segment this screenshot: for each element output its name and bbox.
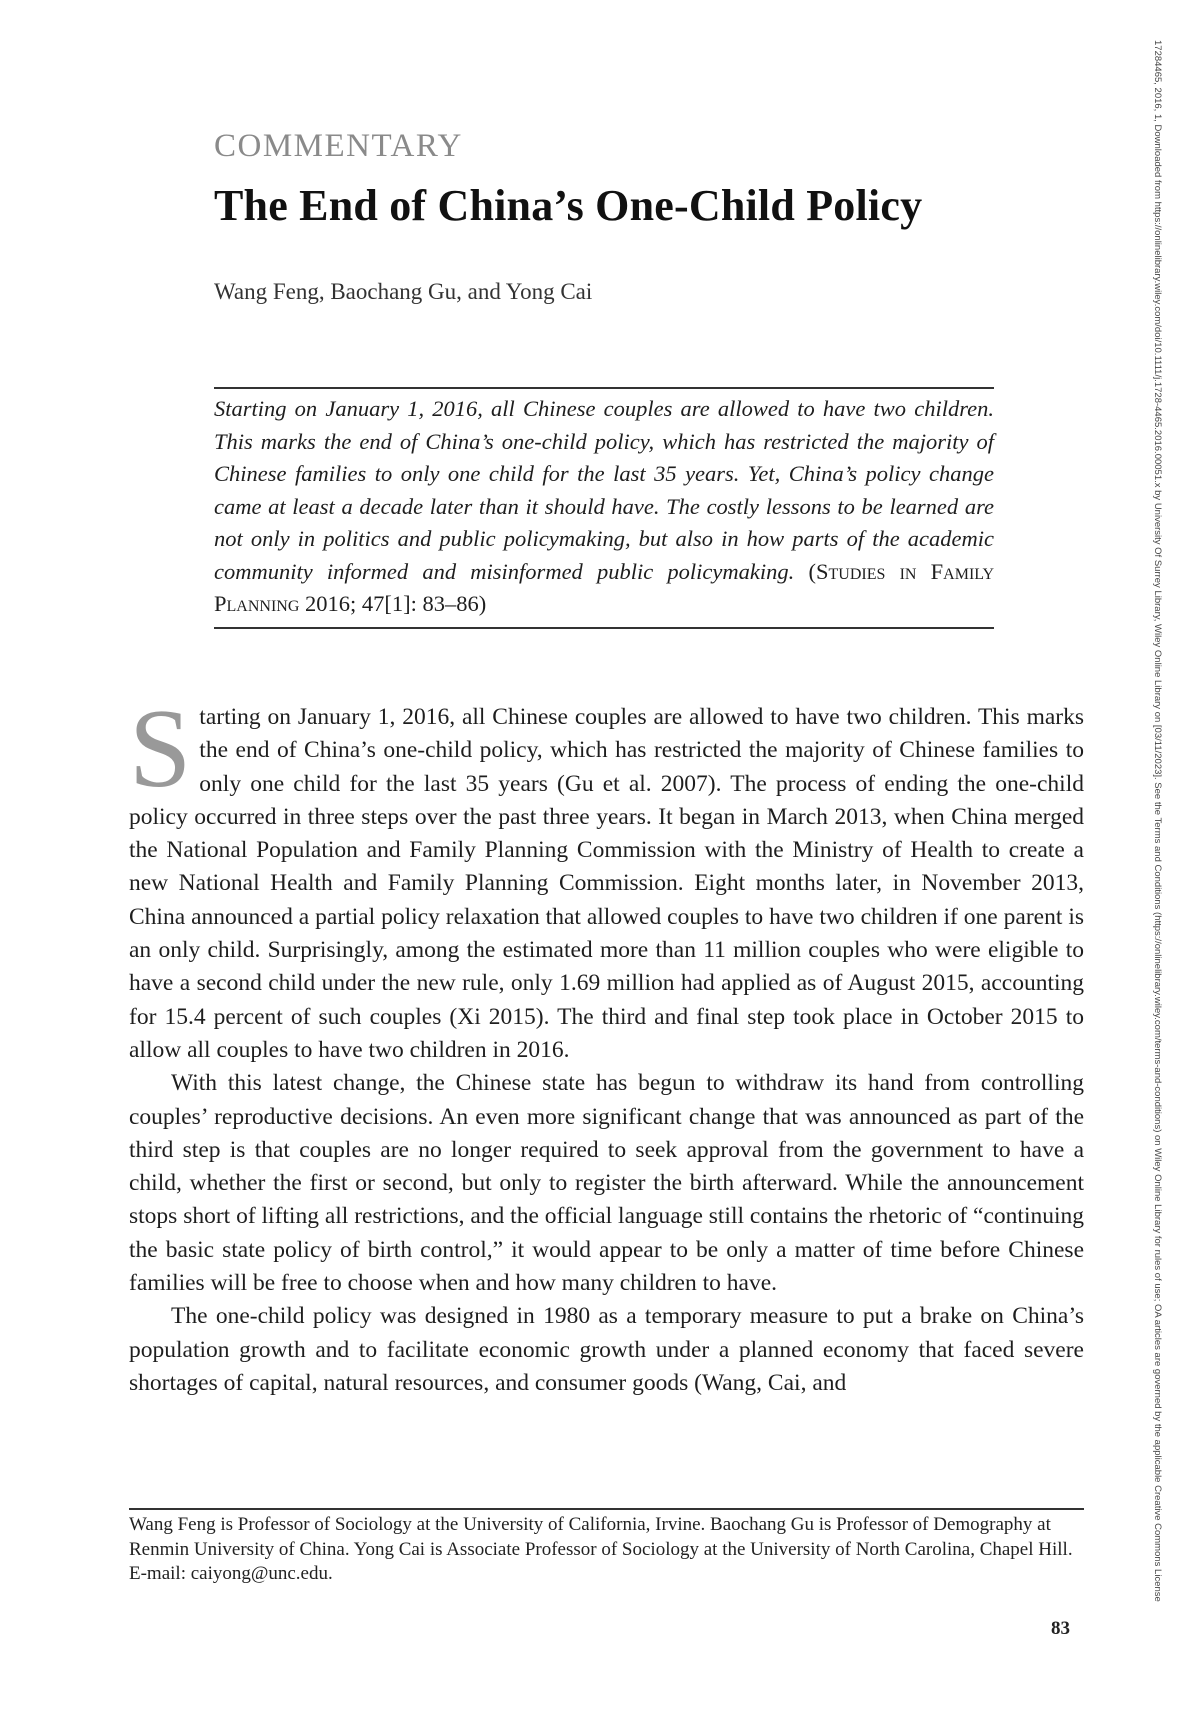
download-notice-sidebar: 17284465, 2016, 1, Downloaded from https://onlinelibrary.wiley.com/doi/10.1111/j.1728-4465.2016.00051.x by University Of Surrey Library, Wiley Online Library on [03/11/2023]. See the Terms and Conditions (https://onlinelibrary.wiley.com/terms-and-conditions) on Wiley Online Library for rules of use; OA articles are governed by the applicable Creative Commons License bbox=[1152, 40, 1163, 1602]
drop-cap: S bbox=[129, 687, 192, 811]
footnote-divider bbox=[129, 1508, 1084, 1510]
body-paragraph-1-text: tarting on January 1, 2016, all Chinese couples are allowed to have two children. This marks the end of China’s one-child policy, which has restricted the majority of Chinese families to only one child for the last 35 years (Gu et al. 2007). The process of ending the one-child policy occurred in three steps over the past three years. It began in March 2013, when China merged the National Population and Family Planning Commission with the Ministry of Health to create a new National Health and Family Planning Commission. Eight months later, in November 2013, China announced a partial policy relaxation that allowed couples to have two children if one parent is an only child. Surprisingly, among the estimated more than 11 million couples who were eligible to have a second child under the new rule, only 1.69 million had applied as of August 2015, accounting for 15.4 percent of such couples (Xi 2015). The third and final step took place in October 2015 to allow all couples to have two children in 2016. bbox=[129, 704, 1084, 1063]
body-paragraph-3: The one-child policy was designed in 1980 as a temporary measure to put a brake on China’s population growth and to facilitate economic growth under a planned economy that faced severe shortages of capital, natural resources, and consumer goods (Wang, Cai, and bbox=[129, 1303, 1084, 1396]
body-paragraph-2: With this latest change, the Chinese state has begun to withdraw its hand from controlling couples’ reproductive decisions. An even more significant change that was announced as part of the third step is that couples are no longer required to seek approval from the government to have a child, whether the first or second, but only to register the birth afterward. While the announcement stops short of lifting all restrictions, and the official language still contains the rhetoric of “continuing the basic state policy of birth control,” it would appear to be only a matter of time before Chinese families will be free to choose when and how many children to have. bbox=[129, 1070, 1085, 1297]
author-affiliation-footnote: Wang Feng is Professor of Sociology at the University of California, Irvine. Baochang Gu is Professor of Demography at Renmin University of China. Yong Cai is Associate Professor of Sociology at the University of North Carolina, Chapel Hill. E-mail: caiyong@unc.edu. bbox=[129, 1514, 1073, 1584]
abstract-text: Starting on January 1, 2016, all Chinese couples are allowed to have two children. This marks the end of China’s one-child policy, which has restricted the majority of Chinese families to only one child for the last 35 years. Yet, China’s policy change came at least a decade later than it should have. The costly lessons to be learned are not only in politics and public policymaking, but also in how parts of the academic community informed and misinformed public policymaking. bbox=[214, 396, 994, 584]
body-paragraph-1 bbox=[129, 687, 1084, 1067]
abstract-paragraph bbox=[214, 393, 994, 621]
journal-name: Studies in Family Planning bbox=[214, 558, 995, 616]
citation-details: 2016; 47[1]: 83–86) bbox=[299, 591, 487, 616]
article-title: The End of China’s One-Child Policy bbox=[214, 181, 923, 230]
author-list: Wang Feng, Baochang Gu, and Yong Cai bbox=[214, 279, 593, 304]
citation-open: ( bbox=[808, 558, 816, 584]
abstract-box bbox=[214, 387, 994, 629]
section-label: COMMENTARY bbox=[214, 128, 463, 164]
page-number: 83 bbox=[1051, 1618, 1070, 1639]
article-body bbox=[129, 687, 1085, 1400]
